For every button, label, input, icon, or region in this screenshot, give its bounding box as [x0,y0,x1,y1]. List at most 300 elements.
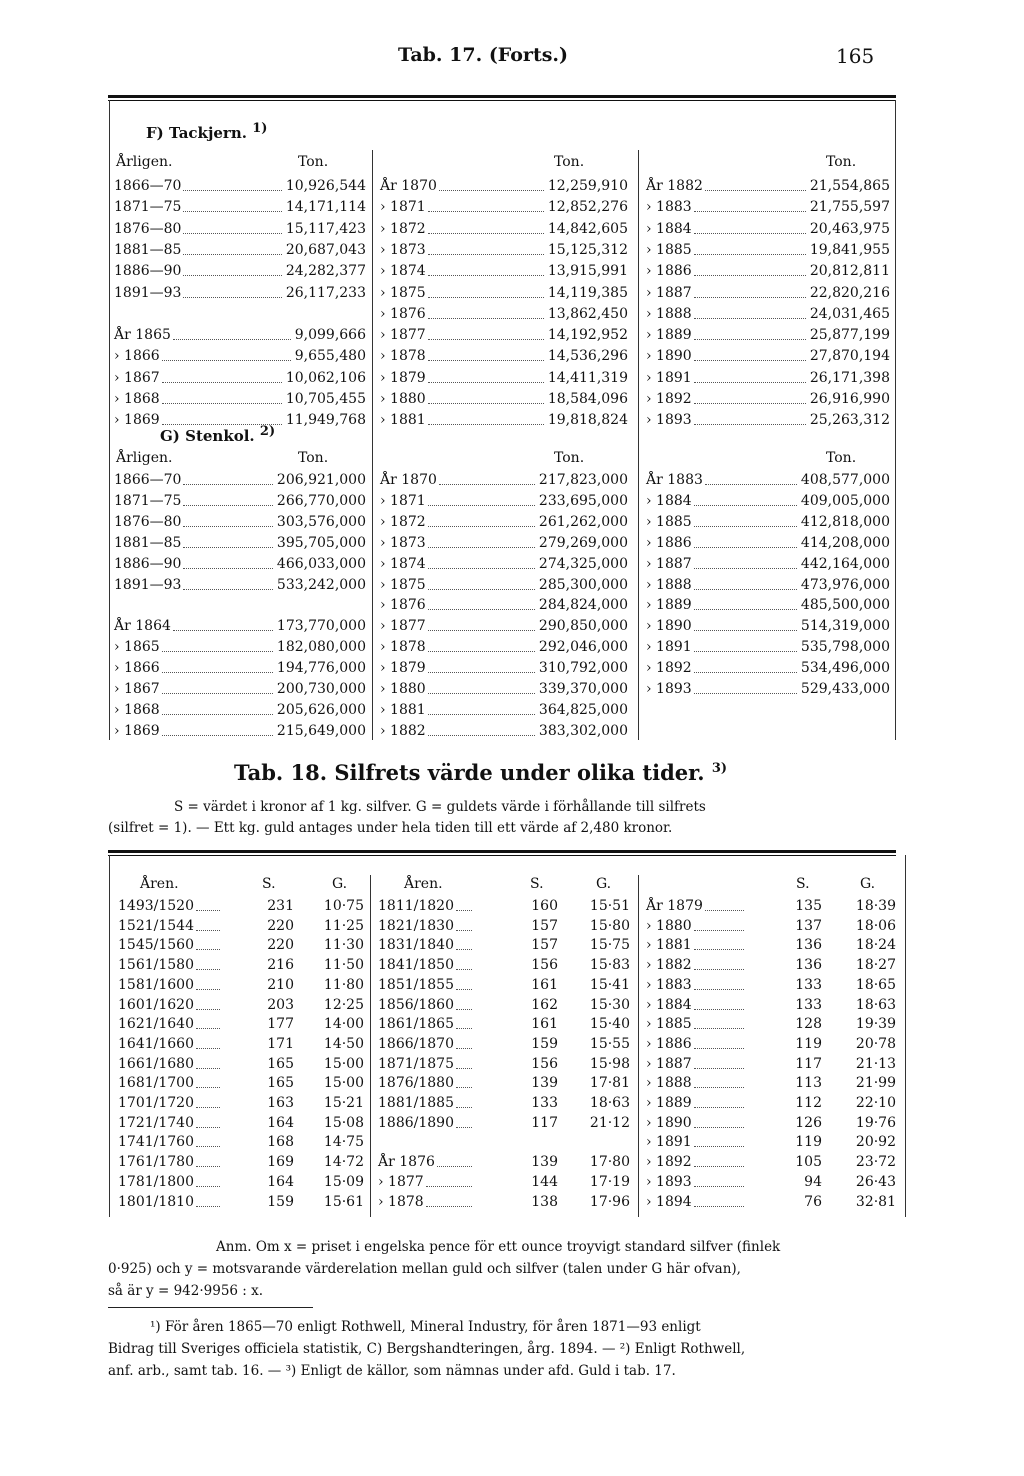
row-year: 1861/1865 [378,1016,454,1033]
row-label: › 1887 [646,284,692,301]
table-row [380,304,628,324]
table-row [646,575,890,595]
table-row [114,470,366,490]
row-year: 1866/1870 [378,1035,454,1052]
row-year: › 1893 [646,1173,692,1190]
row-value: 279,269,000 [538,534,628,551]
row-g-value: 17·81 [589,1075,630,1092]
section-g-title-text: G) Stenkol. [160,427,255,445]
row-g-value: 17·96 [589,1193,630,1210]
tab18-col1-head-s: S. [262,876,276,892]
table-row [118,1132,364,1152]
leader-dots [196,1152,220,1167]
table-row [118,975,364,995]
row-year: › 1885 [646,1016,692,1033]
table-row [646,1172,896,1192]
row-g-value: 11·80 [323,976,364,993]
row-s-value: 157 [531,917,558,934]
row-s-value: 159 [531,1035,558,1052]
leader-dots [428,197,544,212]
table-row [646,995,896,1015]
leader-dots [173,616,273,631]
row-label: › 1878 [380,348,426,365]
row-year: › 1883 [646,976,692,993]
section-f-col3-unit: Ton. [826,154,857,170]
row-year: 1811/1820 [378,898,454,914]
row-label: › 1893 [646,412,692,429]
row-label: › 1879 [380,660,426,677]
row-label: 1871—75 [114,492,182,509]
row-label: › 1890 [646,348,692,365]
row-value: 20,812,811 [809,263,890,280]
leader-dots [705,896,744,911]
row-g-value: 21·13 [855,1055,896,1072]
table-row [646,470,890,490]
tab18-top-rule [108,850,896,853]
leader-dots [428,575,535,590]
row-label: › 1871 [380,199,426,216]
row-value: 22,820,216 [809,284,890,301]
leader-dots [196,1172,220,1187]
leader-dots [694,240,806,255]
row-value: 534,496,000 [800,660,890,677]
page-number: 165 [836,44,875,68]
leader-dots [694,916,744,931]
row-label: › 1888 [646,305,692,322]
table-row [380,721,628,741]
section-g-title [160,424,275,445]
row-label: › 1884 [646,220,692,237]
table-row [118,955,364,975]
leader-dots [694,575,797,590]
leader-dots [439,176,544,191]
row-g-value: 15·98 [589,1055,630,1072]
leader-dots [428,679,535,694]
leader-dots [428,700,535,715]
row-label: › 1868 [114,701,160,718]
row-s-value: 139 [531,1154,558,1171]
leader-dots [694,197,806,212]
row-g-value: 17·19 [589,1173,630,1190]
row-value: 284,824,000 [538,597,628,614]
row-year: 1871/1875 [378,1055,454,1072]
row-year: 1521/1544 [118,917,194,934]
leader-dots [428,721,535,736]
top-rule [108,95,896,98]
row-year: › 1880 [646,917,692,934]
table-row [378,916,630,936]
table-row [646,1034,896,1054]
row-g-value: 20·92 [855,1134,896,1151]
leader-dots [428,637,535,652]
row-g-value: 18·24 [855,937,896,954]
leader-dots [694,512,797,527]
row-value: 173,770,000 [276,618,366,635]
leader-dots [196,1073,220,1088]
leader-dots [428,533,535,548]
table-row [118,1093,364,1113]
row-s-value: 171 [267,1035,294,1052]
table-row [646,616,890,636]
row-value: 514,319,000 [800,618,890,635]
table-row [118,995,364,1015]
table-row [378,1152,630,1172]
footnote-separator [108,1307,313,1308]
row-g-value: 15·83 [589,957,630,974]
table-row [380,512,628,532]
tab18-desc-line1: S = värdet i kronor af 1 kg. silfver. G = guldets värde i förhållande till silfrets [174,799,706,815]
row-value: 364,825,000 [538,701,628,718]
row-label: › 1878 [380,639,426,656]
footnote-line3: anf. arb., samt tab. 16. — ³) Enligt de källor, som nämnas under afd. Guld i tab. 17. [108,1363,676,1379]
leader-dots [162,637,273,652]
table-row [380,658,628,678]
leader-dots [456,1093,472,1108]
row-value: 485,500,000 [800,597,890,614]
row-value: 206,921,000 [276,472,366,488]
tab18-col1-head-year: Åren. [140,876,179,892]
table-row [118,1152,364,1172]
row-s-value: 133 [795,996,822,1013]
row-value: 18,584,096 [547,391,628,407]
leader-dots [162,346,291,361]
row-g-value: 10·75 [323,898,364,914]
row-s-value: 210 [267,976,294,993]
table-row [114,176,366,196]
row-g-value: 22·10 [855,1095,896,1111]
leader-dots [694,325,806,340]
section-g-col2-unit: Ton. [554,450,585,466]
leader-dots [196,1054,220,1069]
leader-dots [196,896,220,911]
table-row [646,389,890,409]
row-s-value: 165 [267,1055,294,1072]
row-year: › 1889 [646,1095,692,1111]
table-row [114,721,366,741]
leader-dots [196,1014,220,1029]
leader-dots [456,935,472,950]
table-row [378,1172,630,1192]
row-label: › 1877 [380,327,426,344]
tab18-col2-head-s: S. [530,876,544,892]
leader-dots [694,1172,744,1187]
row-g-value: 15·51 [589,898,630,914]
row-label: › 1872 [380,220,426,237]
row-value: 395,705,000 [276,534,366,551]
table-row [646,346,890,366]
row-year: 1886/1890 [378,1114,454,1131]
leader-dots [162,700,273,715]
row-g-value: 11·50 [323,957,364,974]
table-row [646,176,890,196]
table-row [380,261,628,281]
frame-right [895,100,896,740]
row-label: › 1873 [380,534,426,551]
row-g-value: 18·06 [855,917,896,934]
row-label: › 1891 [646,639,692,656]
row-s-value: 168 [267,1134,294,1151]
row-value: 14,192,952 [547,327,628,344]
row-year: › 1881 [646,937,692,954]
row-label: › 1873 [380,241,426,258]
leader-dots [162,721,273,736]
table-row [380,470,628,490]
row-g-value: 23·72 [855,1154,896,1171]
row-s-value: 76 [804,1193,822,1210]
row-label: › 1872 [380,513,426,530]
table-row [646,637,890,657]
leader-dots [694,283,806,298]
row-value: 14,171,114 [285,199,366,216]
row-year: 1493/1520 [118,898,194,914]
row-label: › 1889 [646,597,692,614]
row-year: 1545/1560 [118,937,194,954]
tab18-col2-head-year: Åren. [404,876,443,892]
leader-dots [183,575,272,590]
row-value: 383,302,000 [538,722,628,739]
leader-dots [426,1192,472,1207]
row-value: 27,870,194 [809,348,890,365]
table-row [646,304,890,324]
table-row [114,261,366,281]
row-g-value: 18·27 [855,957,896,974]
row-year: › 1887 [646,1055,692,1072]
row-g-value: 14·75 [323,1134,364,1151]
leader-dots [196,955,220,970]
table-row [114,637,366,657]
table-row [114,616,366,636]
row-value: 529,433,000 [800,681,890,697]
row-year: › 1890 [646,1114,692,1131]
row-value: 285,300,000 [538,576,628,593]
leader-dots [456,955,472,970]
row-s-value: 133 [531,1095,558,1111]
section-f-col1-head: Årligen. [116,154,173,170]
row-value: 200,730,000 [276,681,366,697]
row-value: 19,818,824 [547,412,628,429]
leader-dots [694,935,744,950]
table-row [380,389,628,409]
row-label: › 1875 [380,284,426,301]
leader-dots [694,1054,744,1069]
row-year: › 1894 [646,1193,692,1210]
leader-dots [173,325,291,340]
table-row [646,896,896,916]
tab18-col-divider-2 [638,875,639,1217]
row-s-value: 117 [531,1114,558,1131]
row-value: 10,062,106 [285,369,366,386]
leader-dots [428,368,544,383]
row-label: › 1886 [646,263,692,280]
tab18-col3-head-g: G. [860,876,876,892]
row-s-value: 220 [267,937,294,954]
row-g-value: 21·12 [589,1114,630,1131]
row-g-value: 11·25 [323,917,364,934]
table-row [646,1014,896,1034]
leader-dots [183,512,272,527]
row-label: 1871—75 [114,199,182,216]
table-row [380,616,628,636]
page-header-title: Tab. 17. (Forts.) [398,44,569,66]
table-row [380,700,628,720]
leader-dots [694,1192,744,1207]
row-value: 9,655,480 [294,348,366,365]
row-label: › 1877 [380,618,426,635]
table-row [118,916,364,936]
col-divider-2 [638,150,639,740]
table-row [646,533,890,553]
row-label: › 1892 [646,660,692,677]
row-g-value: 11·30 [323,937,364,954]
row-g-value: 15·30 [589,996,630,1013]
row-g-value: 14·72 [323,1154,364,1171]
table-row [380,325,628,345]
row-value: 12,852,276 [547,199,628,216]
row-label: År 1882 [646,178,703,194]
table-row [118,1014,364,1034]
leader-dots [428,325,544,340]
row-s-value: 220 [267,917,294,934]
row-g-value: 18·63 [855,996,896,1013]
row-label: › 1871 [380,492,426,509]
leader-dots [183,283,281,298]
row-s-value: 216 [267,957,294,974]
row-s-value: 94 [804,1173,822,1190]
row-year: 1621/1640 [118,1016,194,1033]
row-label: › 1865 [114,639,160,656]
row-g-value: 32·81 [855,1193,896,1210]
row-value: 535,798,000 [800,639,890,656]
row-year: År 1876 [378,1154,435,1171]
leader-dots [428,595,535,610]
row-year: › 1884 [646,996,692,1013]
leader-dots [428,658,535,673]
section-f-col2-unit: Ton. [554,154,585,170]
row-g-value: 21·99 [855,1075,896,1092]
table-row [646,554,890,574]
leader-dots [428,616,535,631]
row-value: 303,576,000 [276,513,366,530]
tab18-top-rule-thin [108,855,896,856]
row-s-value: 162 [531,996,558,1013]
row-value: 261,262,000 [538,513,628,530]
row-g-value: 15·75 [589,937,630,954]
row-s-value: 112 [795,1095,822,1111]
table-row [646,1113,896,1133]
table-row [646,261,890,281]
leader-dots [705,470,797,485]
leader-dots [694,219,806,234]
row-value: 14,119,385 [547,284,628,301]
row-label: › 1880 [380,681,426,697]
row-g-value: 26·43 [855,1173,896,1190]
leader-dots [428,304,544,319]
row-g-value: 15·09 [323,1173,364,1190]
row-label: › 1892 [646,391,692,407]
leader-dots [694,491,797,506]
row-label: › 1879 [380,369,426,386]
leader-dots [196,995,220,1010]
row-g-value: 18·65 [855,976,896,993]
table-row [380,368,628,388]
row-s-value: 177 [267,1016,294,1033]
row-value: 233,695,000 [538,492,628,509]
leader-dots [162,389,282,404]
leader-dots [694,995,744,1010]
row-label: › 1869 [114,722,160,739]
row-year: 1681/1700 [118,1075,194,1092]
table-row [114,368,366,388]
section-g-footnote-mark: 2) [259,424,276,439]
row-g-value: 15·00 [323,1075,364,1092]
row-g-value: 12·25 [323,996,364,1013]
leader-dots [694,975,744,990]
col-divider-1 [372,150,373,740]
row-value: 26,916,990 [809,391,890,407]
table-row [378,1093,630,1113]
row-s-value: 203 [267,996,294,1013]
leader-dots [437,1152,472,1167]
row-label: › 1890 [646,618,692,635]
row-value: 11,949,768 [285,412,366,429]
row-s-value: 156 [531,957,558,974]
row-label: › 1867 [114,681,160,697]
table-row [114,700,366,720]
table-row [646,368,890,388]
row-value: 466,033,000 [276,555,366,572]
table-row [380,197,628,217]
row-label: 1881—85 [114,241,182,258]
leader-dots [694,346,806,361]
tab18-desc-line2: (silfret = 1). — Ett kg. guld antages under hela tiden till ett värde af 2,480 kronor. [108,820,673,836]
table-row [114,679,366,699]
row-g-value: 15·55 [589,1035,630,1052]
top-rule-thin [108,100,896,101]
row-year: › 1888 [646,1075,692,1092]
row-value: 409,005,000 [800,492,890,509]
row-year: › 1877 [378,1173,424,1190]
row-year: 1781/1800 [118,1173,194,1190]
row-value: 414,208,000 [800,534,890,551]
leader-dots [428,512,535,527]
table-row [378,935,630,955]
leader-dots [694,1073,744,1088]
row-s-value: 105 [795,1154,822,1171]
table-row [118,935,364,955]
row-label: › 1893 [646,681,692,697]
row-year: 1821/1830 [378,917,454,934]
row-s-value: 113 [795,1075,822,1092]
leader-dots [456,896,472,911]
table-row [118,1054,364,1074]
row-label: › 1881 [380,412,426,429]
section-f-title-text: F) Tackjern. [146,124,247,142]
row-g-value: 20·78 [855,1035,896,1052]
row-s-value: 133 [795,976,822,993]
row-label: › 1875 [380,576,426,593]
leader-dots [183,240,281,255]
row-label: År 1870 [380,178,437,194]
row-s-value: 126 [795,1114,822,1131]
row-year: 1876/1880 [378,1075,454,1092]
leader-dots [428,410,544,425]
anm-line2: 0·925) och y = motsvarande värderelation mellan guld och silfver (talen under G här ofvan), [108,1261,741,1277]
table-row [380,219,628,239]
leader-dots [183,176,281,191]
row-label: 1886—90 [114,555,182,572]
table-row [114,240,366,260]
table-row [646,240,890,260]
